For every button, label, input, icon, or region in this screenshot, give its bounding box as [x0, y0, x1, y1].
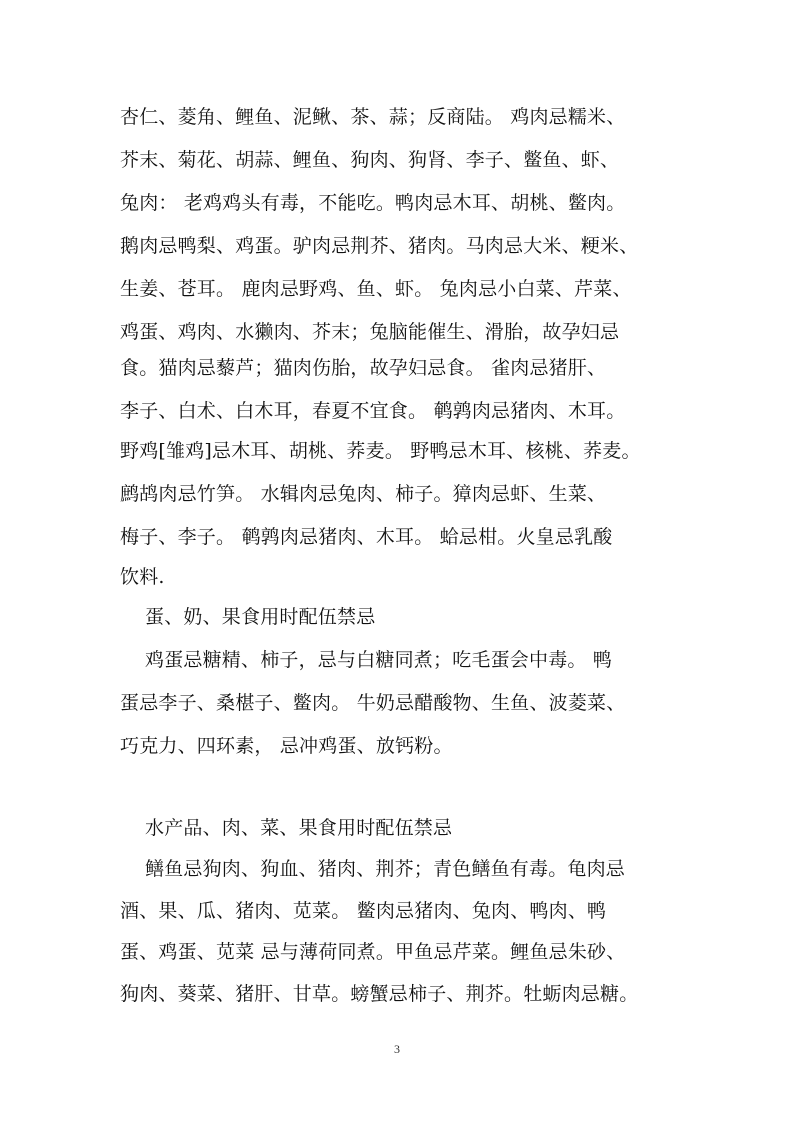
text-line: 饮料.: [120, 566, 165, 588]
text-line: 巧克力、四环素， 忌冲鸡蛋、放钙粉。: [120, 735, 453, 757]
text-line: 梅子、李子。 鹌鹑肉忌猪肉、木耳。 蛤忌柑。火皇忌乳酸: [120, 526, 613, 548]
text-line: 鳝鱼忌狗肉、狗血、猪肉、荆芥；青色鳝鱼有毒。龟肉忌: [145, 858, 626, 880]
text-line: 鹧鸪肉忌竹笋。 水辑肉忌兔肉、柿子。獐肉忌虾、生菜、: [120, 483, 607, 505]
text-line: 食。猫肉忌藜芦；猫肉伤胎，故孕妇忌食。 雀肉忌猪肝、: [120, 357, 607, 379]
text-line: 鹅肉忌鸭梨、鸡蛋。驴肉忌荆芥、猪肉。马肉忌大米、粳米、: [120, 235, 639, 257]
text-line: 芥末、菊花、胡蒜、鲤鱼、狗肉、狗肾、李子、鳖鱼、虾、: [120, 149, 620, 171]
text-line: 酒、果、瓜、猪肉、苋菜。 鳖肉忌猪肉、兔肉、鸭肉、鸭: [120, 900, 607, 922]
text-line: 杏仁、菱角、鲤鱼、泥鳅、茶、蒜；反商陆。 鸡肉忌糯米、: [120, 106, 626, 128]
section-heading: 蛋、奶、果食用时配伍禁忌: [145, 606, 376, 628]
text-line: 鸡蛋、鸡肉、水獭肉、芥末；兔脑能催生、滑胎，故孕妇忌: [120, 321, 620, 343]
text-line: 李子、白术、白木耳，春夏不宜食。 鹌鹑肉忌猪肉、木耳。: [120, 400, 626, 422]
text-line: 狗肉、葵菜、猪肝、甘草。螃蟹忌柿子、荆芥。牡蛎肉忌糖。: [120, 983, 639, 1005]
text-line: 兔肉： 老鸡鸡头有毒，不能吃。鸭肉忌木耳、胡桃、鳖肉。: [120, 192, 626, 214]
text-line: 鸡蛋忌糖精、柿子，忌与白糖同煮；吃毛蛋会中毒。 鸭: [145, 649, 613, 671]
text-line: 野鸡[雏鸡]忌木耳、胡桃、荞麦。 野鸭忌木耳、核桃、荞麦。: [120, 440, 641, 462]
text-line: 蛋忌李子、桑椹子、鳖肉。 牛奶忌醋酸物、生鱼、波菱菜、: [120, 692, 626, 714]
page-number: 3: [394, 1042, 400, 1056]
section-heading: 水产品、肉、菜、果食用时配伍禁忌: [145, 817, 453, 839]
text-line: 蛋、鸡蛋、苋菜 忌与薄荷同煮。甲鱼忌芹菜。鲤鱼忌朱砂、: [120, 941, 626, 963]
text-line: 生姜、苍耳。 鹿肉忌野鸡、鱼、虾。 兔肉忌小白菜、芹菜、: [120, 278, 632, 300]
